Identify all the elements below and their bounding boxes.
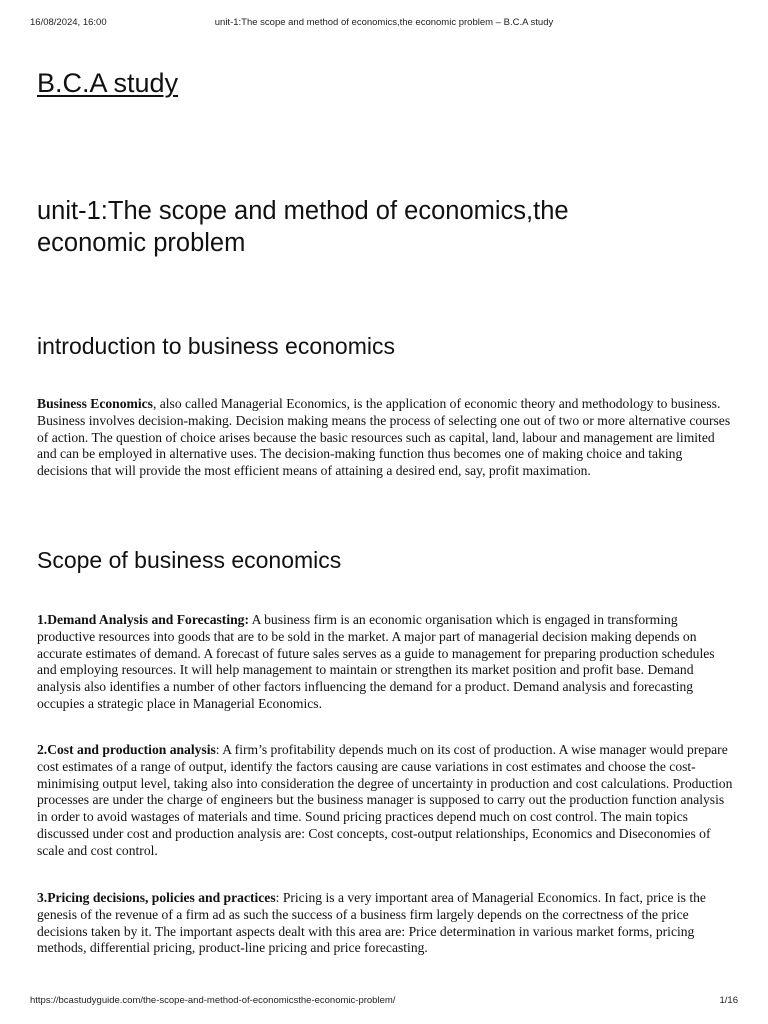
scope-item-cost — [37, 742, 733, 860]
scope-item-pricing — [37, 890, 733, 957]
print-page-title: unit-1:The scope and method of economics,the economic problem – B.C.A study — [214, 17, 554, 28]
intro-paragraph — [37, 396, 733, 480]
scope-item-demand — [37, 612, 733, 713]
print-url: https://bcastudyguide.com/the-scope-and-method-of-economicsthe-economic-problem/ — [30, 995, 396, 1006]
scope-item-term: 3.Pricing decisions, policies and practices — [37, 890, 276, 905]
print-datetime: 16/08/2024, 16:00 — [30, 17, 107, 28]
intro-text: , also called Managerial Economics, is the application of economic theory and methodology to business. Business involves decision-making. Decision making means the process of selecting one out of two or more alternative courses of action. The question of choice arises because the basic resources such as capital, land, labour and management are limited and can be employed in alternative uses. The decision-making function thus becomes one of making choice and taking decisions that will provide the most efficient means of attaining a desired end, say, profit maximation. — [37, 396, 731, 479]
site-title-link[interactable]: B.C.A study — [37, 68, 179, 98]
scope-item-text: A business firm is an economic organisation which is engaged in transforming productive resources into goods that are to be sold in the market. A major part of managerial decision making depends on accurate estimates of demand. A forecast of future sales serves as a guide to management for preparing production schedules and employing resources. It will help management to maintain or strengthen its market position and profit base. Demand analysis also identifies a number of other factors influencing the demand for a product. Demand analysis and forecasting occupies a strategic place in Managerial Economics. — [37, 612, 715, 711]
print-page-number: 1/16 — [719, 995, 738, 1006]
scope-item-text: : A firm’s profitability depends much on its cost of production. A wise manager would prepare cost estimates of a range of output, identify the factors causing are cause variations in cost estimates and choose the cost-minimising output level, taking also into consideration the degree of uncertainty in production and cost calculations. Production processes are under the charge of engineers but the business manager is supposed to carry out the production function analysis in order to avoid wastages of materials and time. Sound pricing practices depend much on cost control. The main topics discussed under cost and production analysis are: Cost concepts, cost-output relationships, Economics and Diseconomies of scale and cost control. — [37, 742, 733, 858]
intro-bold-term: Business Economics — [37, 396, 153, 411]
article-title: unit-1:The scope and method of economics,the economic problem — [37, 197, 569, 257]
scope-heading: Scope of business economics — [37, 547, 342, 573]
print-footer — [0, 995, 768, 1007]
scope-item-text: : Pricing is a very important area of Managerial Economics. In fact, price is the genesis of the revenue of a firm ad as such the success of a business firm largely depends on the correctness of the price decisions taken by it. The important aspects dealt with this area are: Price determination in various market forms, pricing methods, differential pricing, product-line pricing and price forecasting. — [37, 890, 706, 956]
intro-heading: introduction to business economics — [37, 333, 395, 359]
scope-item-term: 2.Cost and production analysis — [37, 742, 216, 757]
scope-item-term: 1.Demand Analysis and Forecasting: — [37, 612, 249, 627]
print-header — [0, 17, 768, 29]
